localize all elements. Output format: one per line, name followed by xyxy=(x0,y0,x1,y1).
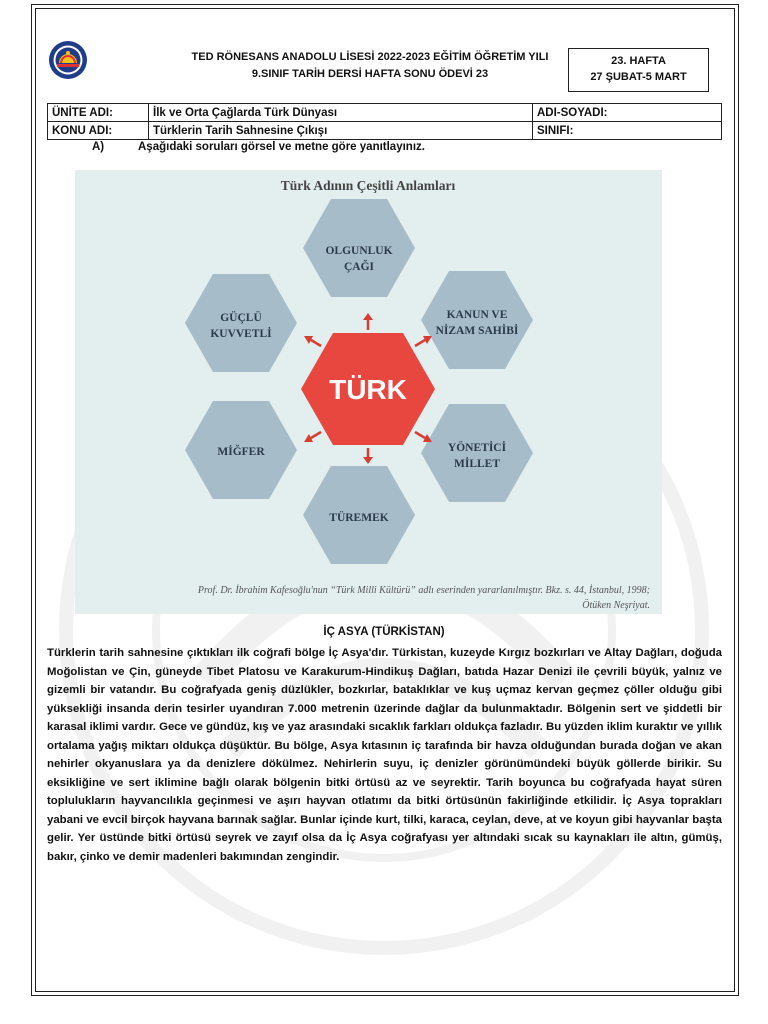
info-row-unit xyxy=(48,104,722,122)
week-number: 23. HAFTA xyxy=(611,55,666,67)
topic-value: Türklerin Tarih Sahnesine Çıkışı xyxy=(149,122,533,140)
infographic-title: Türk Adının Çeşitli Anlamları xyxy=(280,178,456,193)
info-table xyxy=(47,103,722,140)
meaning-olgunluk: OLGUNLUK xyxy=(325,245,393,257)
class-field[interactable]: SINIFI: xyxy=(533,122,722,140)
section-question: Aşağıdaki soruları görsel ve metne göre yanıtlayınız. xyxy=(138,141,425,153)
meaning-guclu: GÜÇLÜ xyxy=(220,312,262,324)
meaning-yonetici: YÖNETİCİ xyxy=(447,442,507,454)
school-title: TED RÖNESANS ANADOLU LİSESİ 2022-2023 EĞİTİM ÖĞRETİM YILI xyxy=(191,51,549,63)
reading-paragraph: Türklerin tarih sahnesine çıktıkları ilk coğrafi bölge İç Asya'dır. Türkistan, kuzeyde Kırgız bozkırları ve Altay Dağları, doğuda Moğolistan ve Çin, güneyde Tibet Platosu ve Karakurum-Hindikuş Dağları, batıda Hazar Denizi ile çevrili büyük, yalnız ve gizemli bir vatandır. Bu coğrafyada geniş düzlükler, bozkırlar, bataklıklar ve kuş uçmaz kervan geçmez çöller olduğu gibi yüksekliği insanda derin tesirler uyandıran 7.000 metrenin üzerinde dağlar da bulunmaktadır. Bölgenin sert ve şiddetli bir karasal iklimi vardır. Gece ve gündüz, kış ve yaz arasındaki sıcaklık farkları oldukça fazladır. Bu yüzden iklim kuraktır ve yıllık ortalama yağış miktarı oldukça düşüktür. Bu bölge, Asya kıtasının iç tarafında bir havza olduğundan burada doğan ve akan nehirler okyanuslara ya da denizlere dökülmez. Nehirlerin suyu, iç denizler görünümündeki büyük göllerde birikir. Su eksikliğine ve sert iklimine bağlı olarak bölgenin bitki örtüsü az ve seyrektir. Tarih boyunca bu coğrafyada hayat süren toplulukların hayvancılıkla geçinmesi ve aşırı hayvan otlatımı da bitki örtüsünün fakirliğinde etkilidir. İç Asya toprakları yabani ve evcil birçok hayvana barınak sağlar. Bunlar içinde kurt, tilki, karaca, ceylan, deve, at ve koyun gibi hayvanlar başta gelir. Yer üstünde bitki örtüsü seyrek ve zayıf olsa da İç Asya coğrafyası yer altındaki sıcak su kaynakları ile altın, gümüş, bakır, çinko ve demir madenleri bakımından zengindir. xyxy=(47,647,722,863)
section-letter: A) xyxy=(92,141,105,153)
name-field[interactable]: ADI-SOYADI: xyxy=(533,104,722,122)
school-logo xyxy=(48,40,88,80)
reading-title: İÇ ASYA (TÜRKİSTAN) xyxy=(323,626,445,638)
unit-label: ÜNİTE ADI: xyxy=(48,104,149,122)
meaning-cagi: ÇAĞI xyxy=(343,261,375,273)
meaning-turemek: TÜREMEK xyxy=(329,512,389,524)
meaning-migfer: MİĞFER xyxy=(217,446,265,458)
section-a-heading xyxy=(92,141,425,153)
week-date-range: 27 ŞUBAT-5 MART xyxy=(590,71,687,83)
source-citation-line1: Prof. Dr. İbrahim Kafesoğlu'nun “Türk Milli Kültürü” adlı eserinden yararlanılmıştır. Bkz. s. 44, İstanbul, 1998; xyxy=(197,585,650,596)
meaning-kanun-ve: KANUN VE xyxy=(446,309,508,321)
topic-label: KONU ADI: xyxy=(48,122,149,140)
info-row-topic xyxy=(48,122,722,140)
week-box xyxy=(568,48,709,92)
assignment-title: 9.SINIF TARİH DERSİ HAFTA SONU ÖDEVİ 23 xyxy=(251,68,489,80)
meaning-kuvvetli: KUVVETLİ xyxy=(210,328,272,340)
source-citation-line2: Ötüken Neşriyat. xyxy=(582,600,650,611)
turk-meanings-infographic xyxy=(75,170,662,614)
center-turk-label: TÜRK xyxy=(329,374,407,405)
meaning-millet: MİLLET xyxy=(453,458,501,470)
meaning-nizam-sahibi: NİZAM SAHİBİ xyxy=(435,325,519,337)
unit-value: İlk ve Orta Çağlarda Türk Dünyası xyxy=(149,104,533,122)
